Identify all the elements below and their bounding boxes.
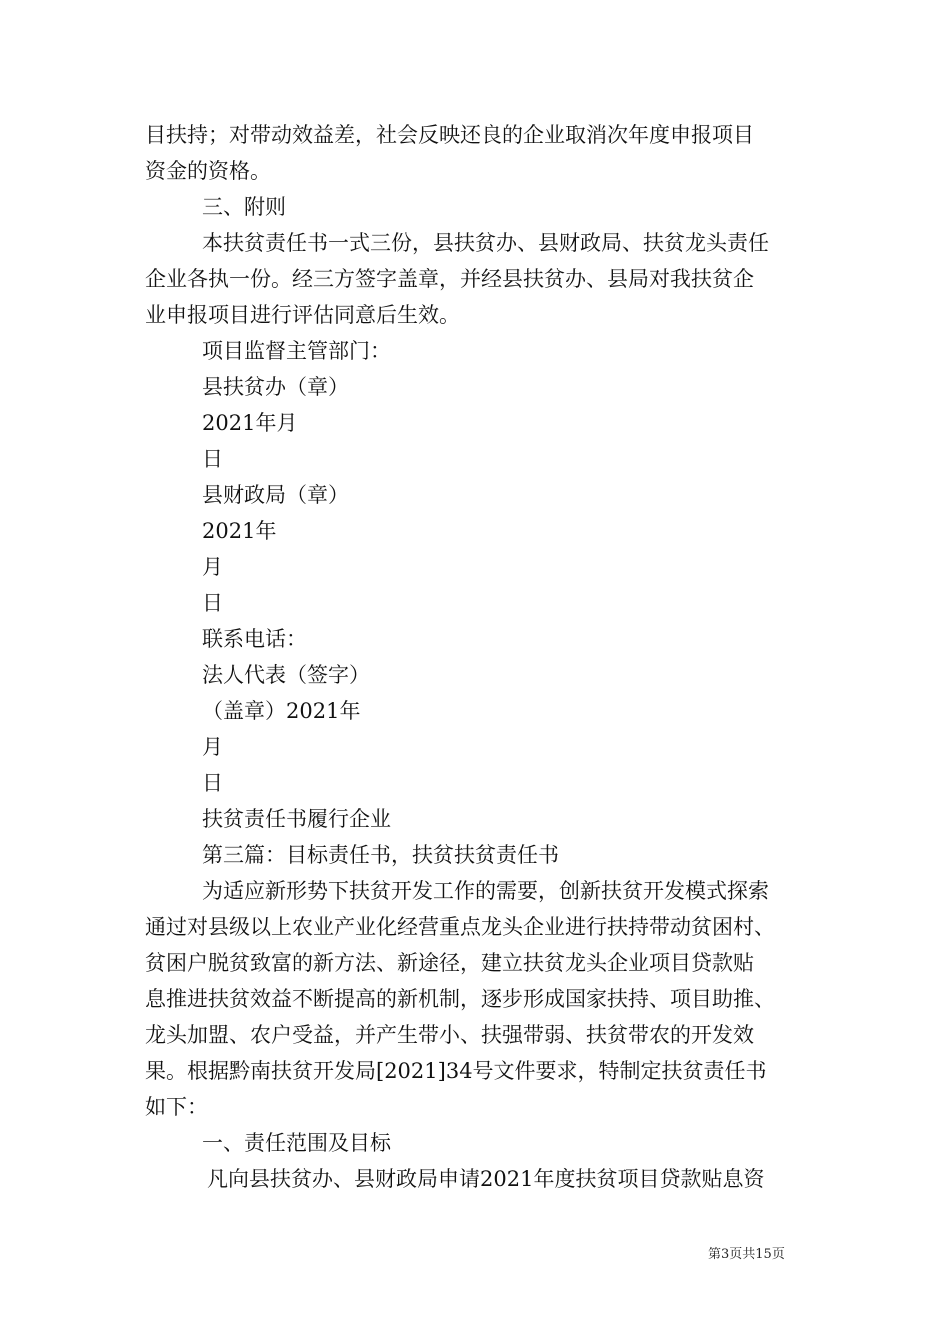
body-line: 业申报项目进行评估同意后生效。 <box>145 303 460 327</box>
body-line: 如下： <box>145 1095 208 1119</box>
body-line: 资金的资格。 <box>145 159 271 183</box>
signature-line: 2021年 <box>202 519 277 543</box>
signature-line: 项目监督主管部门： <box>202 339 391 363</box>
signature-line: 日 <box>202 447 223 471</box>
body-line: 企业各执一份。经三方签字盖章，并经县扶贫办、县局对我扶贫企 <box>145 267 754 291</box>
signature-line: （盖章）2021年 <box>202 699 361 723</box>
signature-line: 月 <box>202 735 223 759</box>
signature-line: 日 <box>202 591 223 615</box>
document-body <box>145 117 835 1197</box>
section-heading: 三、附则 <box>202 195 286 219</box>
section-heading: 一、责任范围及目标 <box>202 1131 391 1155</box>
signature-line: 月 <box>202 555 223 579</box>
signature-line: 法人代表（签字） <box>202 663 370 687</box>
signature-line: 2021年月 <box>202 411 298 435</box>
body-line: 为适应新形势下扶贫开发工作的需要，创新扶贫开发模式探索 <box>202 879 769 903</box>
body-line: 贫困户脱贫致富的新方法、新途径，建立扶贫龙头企业项目贷款贴 <box>145 951 754 975</box>
body-line: 凡向县扶贫办、县财政局申请2021年度扶贫项目贷款贴息资 <box>207 1167 765 1191</box>
section-heading: 第三篇：目标责任书，扶贫扶贫责任书 <box>202 843 559 867</box>
body-line: 果。根据黔南扶贫开发局[2021]34号文件要求，特制定扶贫责任书 <box>145 1059 767 1083</box>
body-line: 通过对县级以上农业产业化经营重点龙头企业进行扶持带动贫困村、 <box>145 915 775 939</box>
body-line: 本扶贫责任书一式三份，县扶贫办、县财政局、扶贫龙头责任 <box>202 231 769 255</box>
body-line: 目扶持；对带动效益差，社会反映还良的企业取消次年度申报项目 <box>145 123 754 147</box>
signature-line: 联系电话： <box>202 627 307 651</box>
body-line: 息推进扶贫效益不断提高的新机制，逐步形成国家扶持、项目助推、 <box>145 987 775 1011</box>
signature-line: 日 <box>202 771 223 795</box>
signature-line: 县财政局（章） <box>202 483 349 507</box>
body-line: 龙头加盟、农户受益，并产生带小、扶强带弱、扶贫带农的开发效 <box>145 1023 754 1047</box>
page-number: 第3页共15页 <box>708 1247 785 1262</box>
signature-line: 县扶贫办（章） <box>202 375 349 399</box>
signature-line: 扶贫责任书履行企业 <box>202 807 391 831</box>
